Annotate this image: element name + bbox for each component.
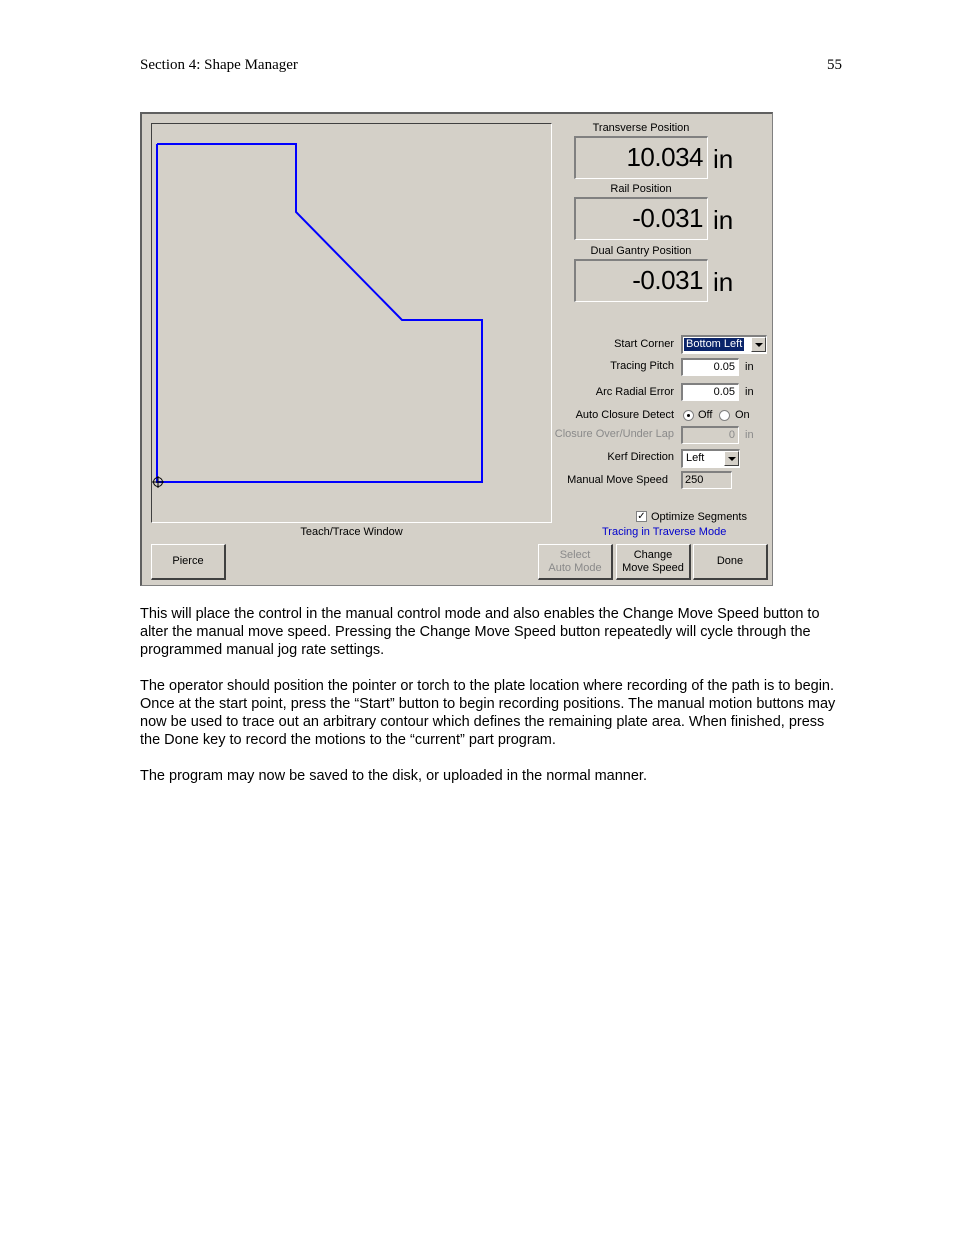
start-corner-value: Bottom Left: [686, 338, 743, 350]
body-paragraph-2: [140, 677, 842, 749]
change-move-speed-button[interactable]: Change Move Speed: [616, 544, 691, 580]
manual-move-speed-label: Manual Move Speed: [567, 474, 668, 486]
kerf-direction-label: Kerf Direction: [607, 451, 674, 463]
crosshair-icon: [152, 476, 164, 488]
rail-position-value: -0.031: [632, 203, 703, 233]
transverse-position-readout: [574, 136, 708, 179]
auto-closure-off-label: Off: [698, 409, 713, 421]
tracing-pitch-label: Tracing Pitch: [610, 360, 674, 372]
tracing-pitch-unit: in: [745, 361, 754, 373]
auto-closure-on-radio[interactable]: [719, 410, 730, 421]
auto-closure-on-label: On: [735, 409, 750, 421]
done-button[interactable]: Done: [693, 544, 768, 580]
dual-gantry-position-value: -0.031: [632, 265, 703, 295]
traced-contour: [157, 144, 482, 482]
auto-closure-off-radio[interactable]: [683, 410, 694, 421]
tracing-mode-status: Tracing in Traverse Mode: [602, 526, 727, 538]
start-corner-label: Start Corner: [614, 338, 674, 350]
trace-path-canvas: [152, 124, 551, 522]
dual-gantry-position-unit: in: [713, 267, 734, 297]
transverse-position-unit: in: [713, 144, 734, 174]
select-auto-mode-button[interactable]: Select Auto Mode: [538, 544, 613, 580]
transverse-position-value: 10.034: [626, 142, 703, 172]
closure-overlap-unit: in: [745, 429, 754, 441]
body-paragraph-3: [140, 767, 842, 785]
paragraph-text: The program may now be saved to the disk, or uploaded in the normal manner.: [140, 768, 647, 784]
optimize-segments-label: Optimize Segments: [651, 511, 747, 523]
kerf-direction-select[interactable]: [681, 449, 740, 468]
tracing-pitch-input[interactable]: 0.05: [681, 358, 739, 376]
trace-window-label: Teach/Trace Window: [300, 526, 403, 538]
arc-radial-error-unit: in: [745, 386, 754, 398]
kerf-direction-value: Left: [686, 452, 705, 464]
rail-position-label: Rail Position: [610, 183, 672, 195]
closure-overlap-input[interactable]: 0: [681, 426, 739, 444]
paragraph-text: This will place the control in the manual control mode and also enables the Change Move Speed button to alter the manual move speed. Pressing the Change Move Speed button repeatedly will cycle through the programmed manual jog rate settings.: [140, 606, 820, 658]
closure-overlap-label: Closure Over/Under Lap: [554, 428, 674, 440]
arc-radial-error-label: Arc Radial Error: [595, 386, 674, 398]
page-header: [140, 57, 842, 77]
body-paragraph-1: [140, 605, 842, 659]
transverse-position-label: Transverse Position: [592, 122, 690, 134]
chevron-down-icon[interactable]: [751, 337, 766, 352]
section-title: Section 4: Shape Manager: [140, 57, 298, 73]
page-number: 55: [827, 57, 842, 73]
rail-position-readout: [574, 197, 708, 240]
teach-trace-window[interactable]: [151, 123, 552, 523]
paragraph-text: The operator should position the pointer or torch to the plate location where recording of the path is to begin. Once at the start point, press the “Start” button to begin recording positions. The manual motion buttons may now be used to trace out an arbitrary contour which defines the remaining plate area. When finished, press the Done key to record the motions to the “current” part program.: [140, 678, 836, 748]
dual-gantry-position-label: Dual Gantry Position: [590, 245, 692, 257]
pierce-button[interactable]: Pierce: [151, 544, 226, 580]
shape-manager-trace-dialog: [140, 112, 773, 586]
dual-gantry-position-readout: [574, 259, 708, 302]
auto-closure-detect-label: Auto Closure Detect: [575, 409, 674, 421]
manual-move-speed-input[interactable]: 250: [681, 471, 732, 489]
start-corner-select[interactable]: [681, 335, 767, 354]
rail-position-unit: in: [713, 205, 734, 235]
chevron-down-icon[interactable]: [724, 451, 739, 466]
optimize-segments-checkbox[interactable]: ✓: [637, 511, 646, 522]
arc-radial-error-input[interactable]: 0.05: [681, 383, 739, 401]
